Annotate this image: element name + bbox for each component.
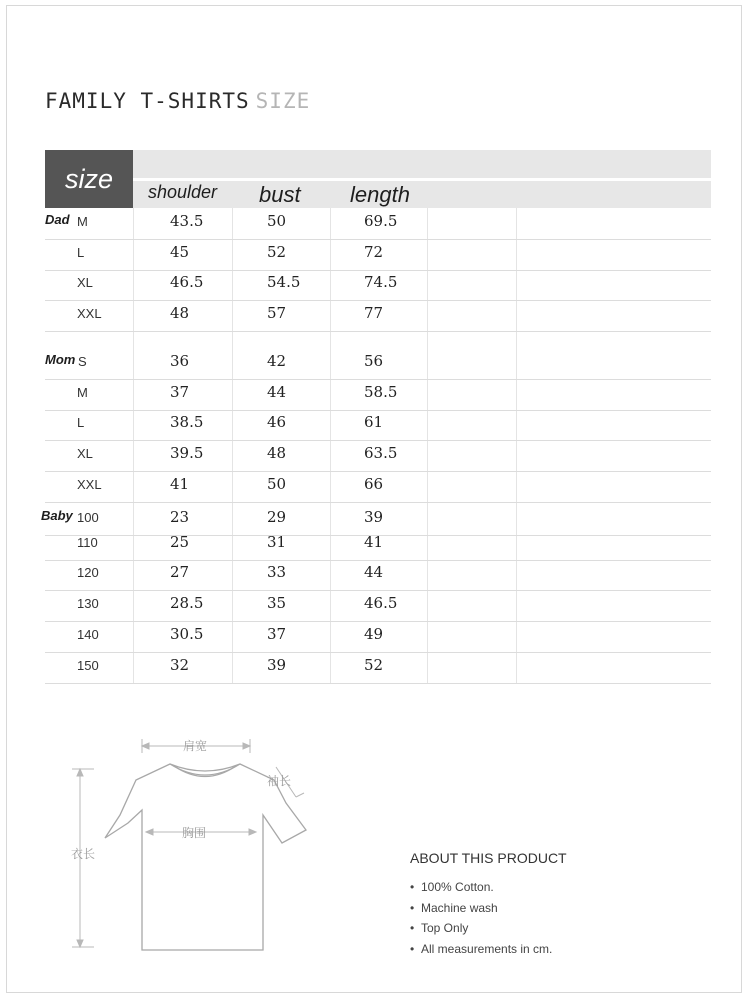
cell-length: 58.5 (364, 383, 398, 401)
cell-length: 77 (364, 304, 384, 322)
size-label: S (78, 354, 87, 369)
cell-bust: 29 (267, 508, 287, 526)
cell-length: 63.5 (364, 444, 398, 462)
cell-shoulder: 46.5 (170, 273, 204, 291)
cell-shoulder: 41 (170, 475, 190, 493)
size-label: 100 (77, 510, 99, 525)
cell-shoulder: 39.5 (170, 444, 204, 462)
size-label: XXL (77, 306, 102, 321)
column-header-length: length (350, 182, 410, 207)
tshirt-outline (105, 764, 306, 950)
size-label: 110 (77, 535, 98, 550)
page-title (45, 89, 310, 113)
size-label: M (77, 385, 88, 400)
about-product-list (410, 877, 552, 959)
cell-shoulder: 28.5 (170, 594, 204, 612)
shoulder-width-label: 肩宽 (183, 739, 208, 753)
cell-length: 61 (364, 413, 384, 431)
about-item: • Machine wash (410, 900, 498, 915)
cell-bust: 50 (267, 212, 287, 230)
cell-length: 39 (364, 508, 384, 526)
garment-length-label: 衣长 (71, 847, 96, 861)
chest-label: 胸围 (182, 826, 207, 840)
about-item: • Top Only (410, 921, 469, 935)
cell-bust: 52 (267, 243, 287, 261)
cell-shoulder: 23 (170, 508, 190, 526)
cell-shoulder: 32 (170, 656, 190, 674)
cell-bust: 46 (267, 413, 287, 431)
cell-length: 41 (364, 533, 384, 551)
sleeve-length-label: 袖长 (267, 774, 292, 788)
size-header-box: size (45, 150, 133, 208)
cell-bust: 42 (267, 352, 287, 370)
group-label-dad: Dad (45, 212, 70, 227)
cell-bust: 44 (267, 383, 287, 401)
cell-length: 52 (364, 656, 384, 674)
cell-shoulder: 27 (170, 563, 190, 581)
size-label: 120 (77, 565, 99, 580)
table-header-band (133, 150, 711, 208)
size-label: 150 (77, 658, 99, 673)
cell-shoulder: 30.5 (170, 625, 204, 643)
size-label: L (77, 245, 85, 260)
cell-bust: 37 (267, 625, 287, 643)
cell-shoulder: 36 (170, 352, 190, 370)
cell-bust: 33 (267, 563, 287, 581)
cell-shoulder: 45 (170, 243, 190, 261)
size-label: L (77, 415, 85, 430)
cell-length: 56 (364, 352, 384, 370)
group-label-mom: Mom (45, 352, 76, 367)
cell-length: 69.5 (364, 212, 398, 230)
about-item: • 100% Cotton. (410, 880, 494, 894)
size-label: XL (77, 275, 93, 290)
about-product-title: ABOUT THIS PRODUCT (410, 850, 567, 866)
cell-shoulder: 38.5 (170, 413, 204, 431)
size-label: 130 (77, 596, 99, 611)
about-item: • All measurements in cm. (410, 941, 553, 956)
cell-length: 46.5 (364, 594, 398, 612)
page-title-main: FAMILY T-SHIRTS (45, 89, 250, 113)
cell-length: 72 (364, 243, 384, 261)
cell-bust: 31 (267, 533, 287, 551)
cell-length: 44 (364, 563, 384, 581)
size-label: 140 (77, 627, 99, 642)
cell-bust: 35 (267, 594, 287, 612)
group-label-baby: Baby (41, 508, 73, 523)
cell-bust: 50 (267, 475, 287, 493)
cell-shoulder: 43.5 (170, 212, 204, 230)
cell-length: 49 (364, 625, 384, 643)
column-header-shoulder: shoulder (148, 182, 218, 202)
cell-length: 66 (364, 475, 384, 493)
page-title-accent: SIZE (255, 89, 311, 113)
tshirt-measurement-diagram (60, 725, 360, 960)
cell-bust: 57 (267, 304, 287, 322)
cell-shoulder: 37 (170, 383, 190, 401)
cell-bust: 39 (267, 656, 287, 674)
column-header-bust: bust (259, 182, 301, 207)
cell-shoulder: 48 (170, 304, 190, 322)
size-label: M (77, 214, 88, 229)
size-label: XL (77, 446, 93, 461)
size-label: XXL (77, 477, 102, 492)
cell-bust: 48 (267, 444, 287, 462)
cell-shoulder: 25 (170, 533, 190, 551)
cell-bust: 54.5 (267, 273, 301, 291)
cell-length: 74.5 (364, 273, 398, 291)
